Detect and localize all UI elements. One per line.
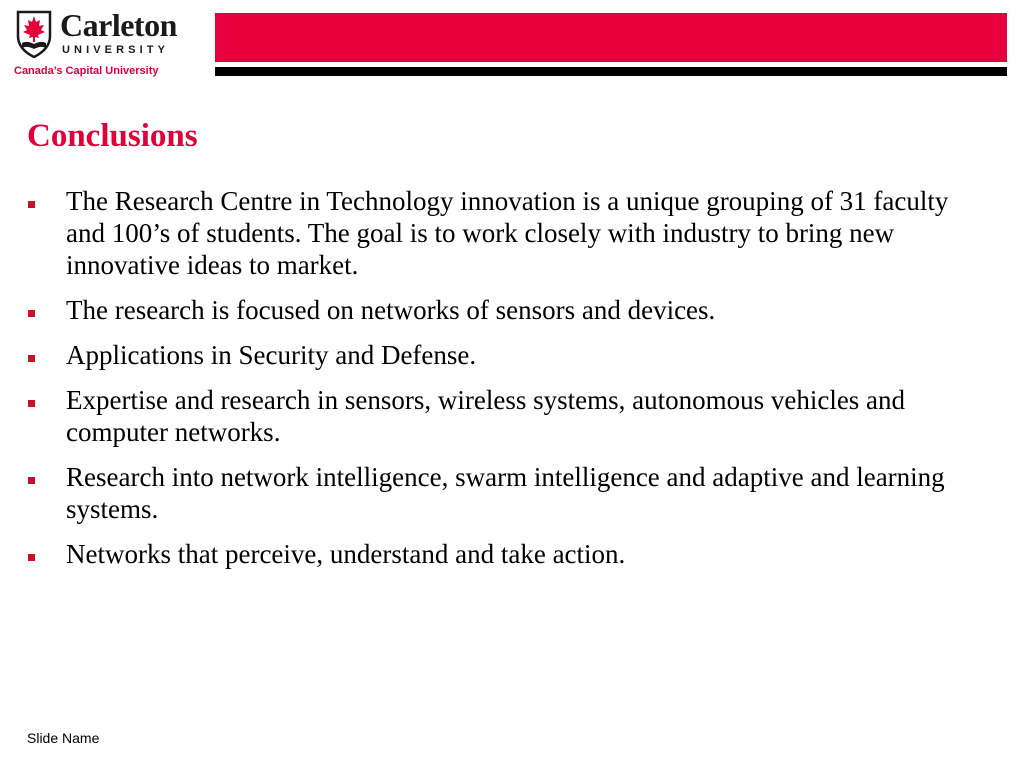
footer-slide-name: Slide Name	[27, 730, 100, 746]
square-bullet-icon	[28, 310, 35, 317]
logo-tagline: Canada’s Capital University	[14, 65, 159, 77]
square-bullet-icon	[28, 400, 35, 407]
bullet-text: Research into network intelligence, swarm intelligence and adaptive and learning systems.	[66, 462, 945, 524]
square-bullet-icon	[28, 355, 35, 362]
square-bullet-icon	[28, 554, 35, 561]
bullet-item	[26, 294, 976, 326]
bullet-list	[26, 185, 976, 583]
square-bullet-icon	[28, 201, 35, 208]
bullet-text: Networks that perceive, understand and take action.	[66, 539, 626, 569]
header-black-bar	[215, 67, 1007, 76]
maple-leaf-shield-icon	[16, 10, 52, 58]
bullet-item	[26, 384, 976, 448]
bullet-item	[26, 339, 976, 371]
bullet-text: The Research Centre in Technology innovation is a unique grouping of 31 faculty and 100’s of students. The goal is to work closely with industry to bring new innovative ideas to market.	[66, 186, 949, 280]
logo-wordmark: Carleton	[60, 7, 177, 43]
bullet-item	[26, 461, 976, 525]
square-bullet-icon	[28, 477, 35, 484]
bullet-text: Applications in Security and Defense.	[66, 340, 477, 370]
carleton-logo	[14, 8, 194, 80]
bullet-text: Expertise and research in sensors, wireless systems, autonomous vehicles and computer networks.	[66, 385, 906, 447]
bullet-item	[26, 538, 976, 570]
bullet-item	[26, 185, 976, 281]
bullet-text: The research is focused on networks of sensors and devices.	[66, 295, 716, 325]
header-red-bar	[215, 13, 1007, 62]
slide-title: Conclusions	[27, 118, 198, 154]
logo-subword: UNIVERSITY	[62, 44, 170, 56]
